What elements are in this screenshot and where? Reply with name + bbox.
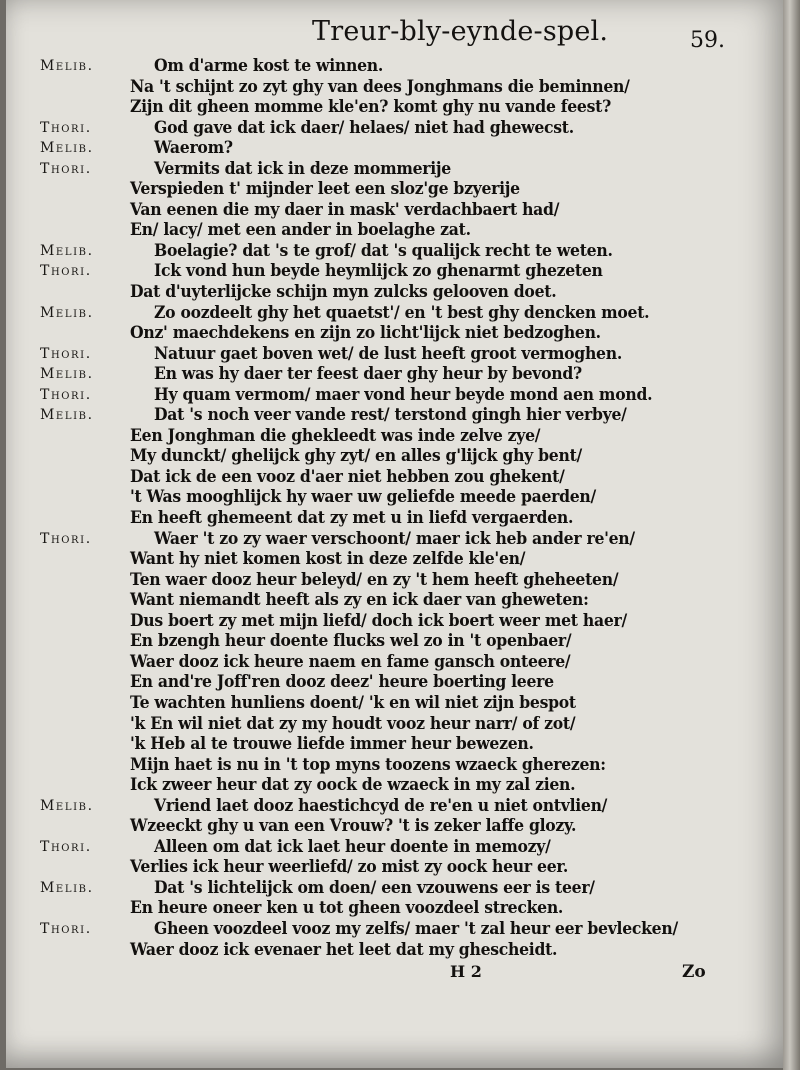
page-number: 59. [690,28,725,53]
verse-text: Waerom? [154,138,233,159]
verse-text: Natuur gaet boven wet/ de lust heeft groot vermoghen. [154,343,622,364]
speaker-name: Thori. [40,386,92,403]
verse-line [6,467,788,488]
verse-line [6,508,788,529]
verse-line [6,405,788,426]
verse-line [6,672,788,693]
verse-line [6,857,788,878]
verse-line [6,570,788,591]
verse-line [6,919,788,940]
verse-text: Vermits dat ick in deze mommerije [154,158,451,179]
signature-mark: H 2 [450,962,482,981]
verse-text: Verspieden t' mijnder leet een sloz'ge bzyerije [130,179,520,200]
verse-line [6,734,788,755]
verse-text: Dat 's noch veer vande rest/ terstond gingh hier verbye/ [154,405,627,426]
verse-line [6,97,788,118]
verse-line [6,138,788,159]
verse-line [6,755,788,776]
verse-text: Waer dooz ick evenaer het leet dat my ghescheidt. [130,939,558,960]
verse-text: En heure oneer ken u tot gheen voozdeel strecken. [130,898,564,919]
speaker-name: Thori. [40,160,92,177]
verse-line [6,261,788,282]
verse-line [6,693,788,714]
verse-line [6,282,788,303]
verse-line [6,487,788,508]
verse-line [6,898,788,919]
verse-line [6,837,788,858]
verse-text: Want hy niet komen kost in deze zelfde kle'en/ [130,549,526,570]
verse-text: 't Was mooghlijck hy waer uw geliefde meede paerden/ [130,487,596,508]
verse-text: Zijn dit gheen momme kle'en? komt ghy nu vande feest? [130,97,611,118]
verse-line [6,179,788,200]
verse-text: 'k En wil niet dat zy my houdt vooz heur narr/ of zot/ [130,713,576,734]
speaker-name: Melib. [40,407,94,424]
verse-text: En heeft ghemeent dat zy met u in liefd vergaerden. [130,508,574,529]
verse-line [6,241,788,262]
verse-text: Boelagie? dat 's te grof/ dat 's qualijck recht te weten. [154,240,613,261]
verse-line [6,200,788,221]
speaker-name: Melib. [40,797,94,814]
verse-line [6,159,788,180]
verse-text: Mijn haet is nu in 't top myns toozens wzaeck gherezen: [130,754,606,775]
dialogue-text [6,56,788,960]
verse-text: Vriend laet dooz haestichcyd de re'en u niet ontvlien/ [154,795,608,816]
book-page [6,0,788,1068]
verse-text: Waer dooz ick heure naem en fame gansch onteere/ [130,651,571,672]
verse-text: Dus boert zy met mijn liefd/ doch ick boert weer met haer/ [130,610,627,631]
verse-text: 'k Heb al te trouwe liefde immer heur bewezen. [130,734,534,755]
verse-line [6,816,788,837]
verse-text: Hy quam vermom/ maer vond heur beyde mond aen mond. [154,384,653,405]
verse-line [6,796,788,817]
verse-line [6,77,788,98]
verse-text: Alleen om dat ick laet heur doente in memozy/ [154,836,551,857]
verse-text: Na 't schijnt zo zyt ghy van dees Jonghmans die beminnen/ [130,76,630,97]
verse-line [6,652,788,673]
verse-text: En/ lacy/ met een ander in boelaghe zat. [130,220,471,241]
verse-text: Een Jonghman die ghekleedt was inde zelve zye/ [130,425,541,446]
verse-line [6,56,788,77]
verse-line [6,590,788,611]
verse-text: Want niemandt heeft als zy en ick daer van gheweten: [130,590,589,611]
verse-line [6,529,788,550]
adjacent-page-edge [783,0,800,1070]
speaker-name: Melib. [40,242,94,259]
verse-line [6,714,788,735]
speaker-name: Thori. [40,345,92,362]
speaker-name: Melib. [40,140,94,157]
verse-line [6,611,788,632]
verse-text: Van eenen die my daer in mask' verdachbaert had/ [130,199,560,220]
verse-text: En was hy daer ter feest daer ghy heur by bevond? [154,364,582,385]
verse-line [6,549,788,570]
speaker-name: Thori. [40,530,92,547]
running-head [6,6,788,53]
speaker-name: Melib. [40,304,94,321]
verse-line [6,344,788,365]
verse-line [6,940,788,961]
verse-text: Dat d'uyterlijcke schijn myn zulcks gelooven doet. [130,282,557,303]
verse-text: Onz' maechdekens en zijn zo licht'lijck niet bedzoghen. [130,323,601,344]
verse-line [6,878,788,899]
verse-line [6,364,788,385]
verse-line [6,385,788,406]
verse-text: Dat ick de een vooz d'aer niet hebben zou ghekent/ [130,466,565,487]
verse-line [6,323,788,344]
verse-line [6,303,788,324]
verse-line [6,775,788,796]
verse-text: Verlies ick heur weerliefd/ zo mist zy oock heur eer. [130,857,569,878]
verse-text: Ick zweer heur dat zy oock de wzaeck in my zal zien. [130,775,576,796]
speaker-name: Thori. [40,920,92,937]
verse-line [6,631,788,652]
speaker-name: Melib. [40,366,94,383]
verse-line [6,426,788,447]
verse-text: Dat 's lichtelijck om doen/ een vzouwens eer is teer/ [154,877,595,898]
verse-text: Ten waer dooz heur beleyd/ en zy 't hem heeft gheheeten/ [130,569,619,590]
verse-text: My dunckt/ ghelijck ghy zyt/ en alles g'lijck ghy bent/ [130,446,582,467]
verse-text: Te wachten hunliens doent/ 'k en wil niet zijn bespot [130,692,576,713]
page-title: Treur-bly-eynde-spel. [312,16,609,47]
verse-text: God gave dat ick daer/ helaes/ niet had ghewecst. [154,117,574,138]
speaker-name: Melib. [40,879,94,896]
verse-text: Waer 't zo zy waer verschoont/ maer ick heb ander re'en/ [154,528,635,549]
speaker-name: Thori. [40,119,92,136]
verse-text: En and're Joff'ren dooz deez' heure boerting leere [130,672,554,693]
speaker-name: Thori. [40,263,92,280]
verse-text: Gheen voozdeel vooz my zelfs/ maer 't zal heur eer bevlecken/ [154,918,678,939]
verse-line [6,446,788,467]
verse-line [6,220,788,241]
verse-text: Ick vond hun beyde heymlijck zo ghenarmt ghezeten [154,261,603,282]
verse-text: Zo oozdeelt ghy het quaetst'/ en 't best ghy dencken moet. [154,302,650,323]
speaker-name: Melib. [40,58,94,74]
verse-text: Om d'arme kost te winnen. [154,56,384,76]
verse-line [6,118,788,139]
verse-text: En bzengh heur doente flucks wel zo in 't openbaer/ [130,631,572,652]
verse-text: Wzeeckt ghy u van een Vrouw? 't is zeker laffe glozy. [130,816,577,837]
catchword: Zo [682,962,706,982]
speaker-name: Thori. [40,838,92,855]
